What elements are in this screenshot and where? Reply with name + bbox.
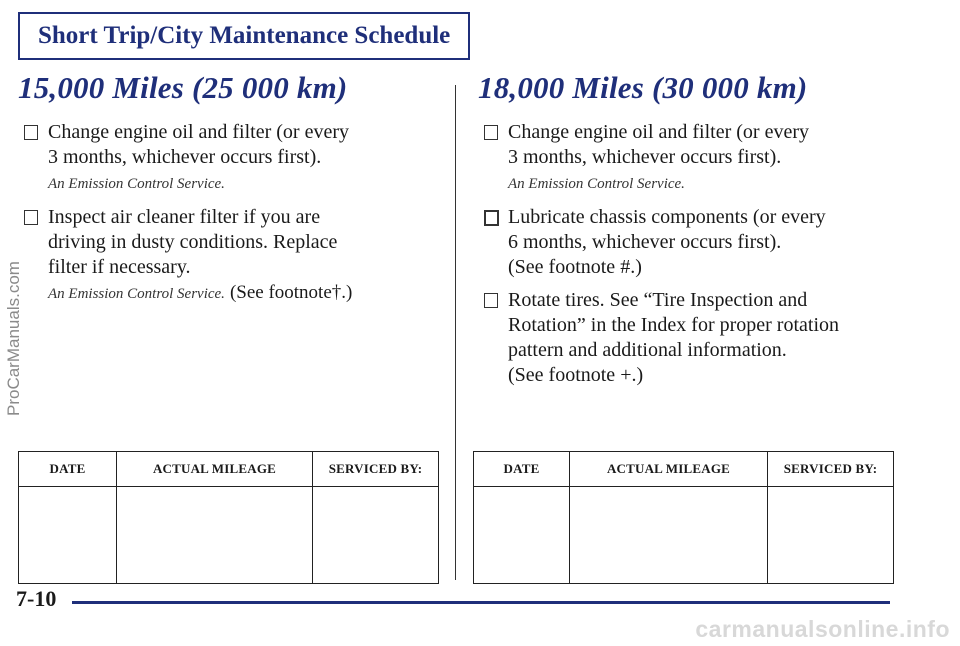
service-log-table (18, 451, 439, 584)
date-cell[interactable] (474, 487, 570, 584)
right-item-lubricate (478, 205, 918, 280)
item-line: Rotate tires. See “Tire Inspection and (508, 289, 808, 311)
right-heading: 18,000 Miles (30 000 km) (478, 70, 808, 105)
right-column (478, 70, 918, 396)
emission-note: An Emission Control Service. (508, 176, 685, 192)
item-line: (See footnote +.) (508, 364, 644, 386)
date-cell[interactable] (19, 487, 117, 584)
emission-note: An Emission Control Service. (48, 286, 225, 302)
side-watermark: ProCarManuals.com (4, 261, 23, 416)
right-item-oil (478, 120, 918, 197)
item-line: Change engine oil and filter (or every (48, 121, 349, 143)
serviced-by-cell[interactable] (768, 487, 894, 584)
bottom-watermark: carmanualsonline.info (695, 616, 950, 642)
mileage-header: ACTUAL MILEAGE (570, 452, 768, 487)
checkbox-icon[interactable] (24, 210, 38, 225)
emission-note: An Emission Control Service. (48, 176, 225, 192)
footer-rule (72, 601, 890, 604)
item-line: 6 months, whichever occurs first). (508, 231, 782, 253)
item-line: Inspect air cleaner filter if you are (48, 206, 321, 228)
page-number: 7-10 (16, 586, 57, 611)
mileage-cell[interactable] (570, 487, 768, 584)
left-heading: 15,000 Miles (25 000 km) (18, 70, 348, 105)
left-item-air-filter (18, 205, 438, 307)
mileage-cell[interactable] (117, 487, 313, 584)
left-item-oil (18, 120, 438, 197)
checkbox-icon[interactable] (24, 125, 38, 140)
checkbox-icon[interactable] (484, 293, 498, 308)
item-line: driving in dusty conditions. Replace (48, 231, 338, 253)
item-line: 3 months, whichever occurs first). (508, 146, 782, 168)
serviced-by-header: SERVICED BY: (313, 452, 439, 487)
item-line: pattern and additional information. (508, 339, 787, 361)
serviced-by-cell[interactable] (313, 487, 439, 584)
item-line: Lubricate chassis components (or every (508, 206, 826, 228)
service-log-table (473, 451, 894, 584)
item-line: Change engine oil and filter (or every (508, 121, 809, 143)
page-title: Short Trip/City Maintenance Schedule (18, 12, 470, 60)
date-header: DATE (474, 452, 570, 487)
item-line: Rotation” in the Index for proper rotation (508, 314, 840, 336)
date-header: DATE (19, 452, 117, 487)
column-divider (455, 85, 456, 580)
footnote-ref: (See footnote†.) (229, 282, 353, 303)
item-line: 3 months, whichever occurs first). (48, 146, 322, 168)
left-column (18, 70, 438, 315)
serviced-by-header: SERVICED BY: (768, 452, 894, 487)
checkbox-icon[interactable] (484, 125, 498, 140)
mileage-header: ACTUAL MILEAGE (117, 452, 313, 487)
checkbox-icon[interactable] (484, 210, 499, 226)
item-line: filter if necessary. (48, 256, 191, 278)
right-item-rotate-tires (478, 288, 918, 388)
item-line: (See footnote #.) (508, 256, 642, 278)
